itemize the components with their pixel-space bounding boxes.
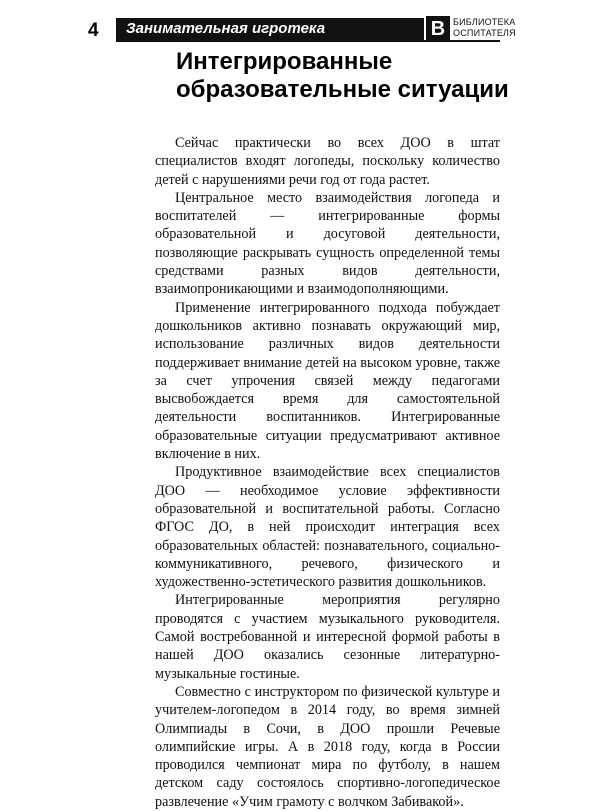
series-logo: В xyxy=(426,16,450,42)
page-number: 4 xyxy=(88,20,99,41)
body-text xyxy=(155,134,500,811)
chapter-title xyxy=(176,48,516,104)
paragraph-1: Сейчас практически во всех ДОО в штат специалистов входят логопеды, поскольку количество детей с нарушениями речи год от года растет. xyxy=(155,135,500,188)
series-name-line2: ОСПИТАТЕЛЯ xyxy=(453,28,516,38)
paragraph-6: Совместно с инструктором по физической культуре и учителем-логопедом в 2014 году, во время зимней Олимпиады в Сочи, в ДОО прошли Речевые олимпийские игры. А в 2018 году, когда в России проводился чемпионат мира по футболу, в нашем детском саду состоялось спортивно-логопедическое развлечение «Учим грамоту с волчком Забивакой». xyxy=(155,683,500,810)
chapter-title-line2: образовательные ситуации xyxy=(176,76,509,103)
paragraph-5: Интегрированные мероприятия регулярно проводятся с участием музыкального руководителя. Самой востребованной и интересной формой работы в нашей ДОО оказались сезонные литературно-музыкальные гостиные. xyxy=(155,592,500,682)
section-title-bar: Занимательная игротека xyxy=(116,18,424,40)
series-name xyxy=(453,17,516,39)
paragraph-4: Продуктивное взаимодействие всех специалистов ДОО — необходимое условие эффективности образовательной и воспитательной работы. Согласно ФГОС ДО, в ней происходит интеграция всех образовательных областей: познавательного, социально-коммуникативного, речевого, физического и художественно-эстетического развития дошкольников. xyxy=(155,464,500,591)
paragraph-3: Применение интегрированного подхода побуждает дошкольников активно познавать окружающий мир, использование различных видов деятельности поддерживает внимание детей на высоком уровне, также за счет упрочения связей между педагогами высвобождается время для самостоятельной деятельности воспитанников. Интегрированные образовательные ситуации предусматривают активное включение в них. xyxy=(155,299,500,463)
series-name-line1: БИБЛИОТЕКА xyxy=(453,17,516,27)
running-header xyxy=(88,14,516,44)
chapter-title-line1: Интегрированные xyxy=(176,48,393,75)
paragraph-2: Центральное место взаимодействия логопеда и воспитателей — интегрированные формы образовательной и досуговой деятельности, позволяющие раскрывать сущность определенной темы средствами разных видов деятельности, взаимопроникающими и взаимодополняющими. xyxy=(155,189,500,298)
